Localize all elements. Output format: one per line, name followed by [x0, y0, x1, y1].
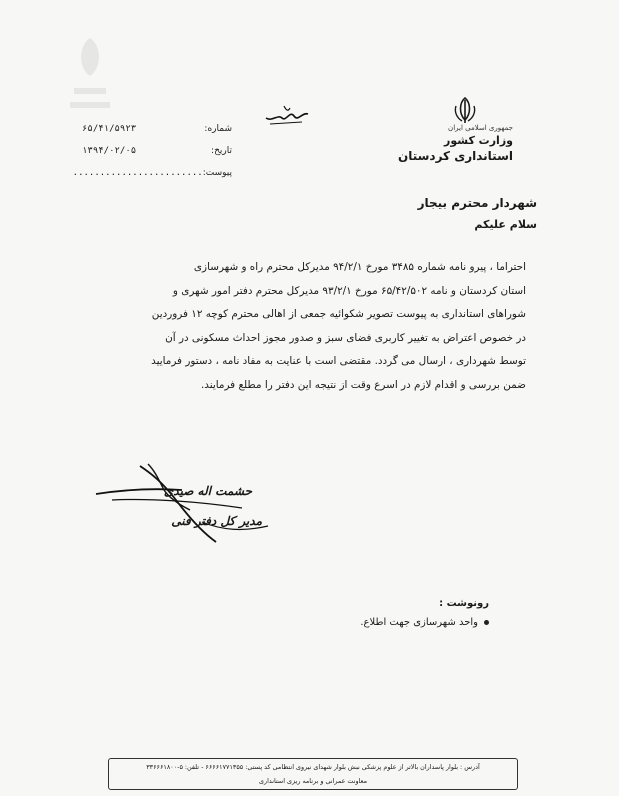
number-label: شماره: [204, 124, 232, 134]
date-label: تاریخ: [211, 146, 232, 156]
footer-address-box [108, 758, 518, 790]
cc-label: رونوشت : [439, 598, 489, 609]
cc-section [289, 598, 489, 628]
province-name: استانداری کردستان [397, 149, 513, 163]
meta-number-row [82, 118, 232, 140]
cc-item-text: واحد شهرسازی جهت اطلاع. [360, 617, 478, 628]
faded-emblem-watermark-icon [60, 28, 120, 118]
meta-attachment-row [72, 162, 232, 184]
attachment-label: پیوست: [202, 168, 232, 178]
body-line: احتراما ، پیرو نامه شماره ۳۴۸۵ مورخ ۹۴/۲/۱ مدیرکل محترم راه و شهرسازی [193, 261, 526, 273]
greeting: سلام علیکم [474, 218, 537, 231]
cc-item [289, 617, 489, 628]
date-value: ۱۳۹۴/۰۲/۰۵ [82, 146, 137, 156]
letter-meta [72, 118, 232, 184]
ministry-name: وزارت کشور [444, 134, 513, 147]
body-line: شوراهای استانداری به پیوست تصویر شکوائیه جمعی از اهالی محترم کوچه ۱۲ فروردین [151, 308, 526, 320]
footer-address: آدرس : بلوار پاسداران بالاتر از علوم پزشکی نبش بلوار شهدای نیروی انتظامی کد پستی: ۶۶۶۶۱۷۷۱۳۵۵ - تلفن: ۵-۳۳۶۶۶۱۸۰۰ [146, 763, 480, 771]
gov-subtitle: جمهوری اسلامی ایران [448, 124, 513, 132]
body-line: توسط شهرداری ، ارسال می گردد. مقتضی است با عنایت به مفاد نامه ، دستور فرمایید [151, 355, 526, 367]
salutation [237, 196, 537, 231]
number-value: ۶۵/۴۱/۵۹۲۳ [82, 124, 137, 134]
signer-title: مدیر کل دفتر فنی [171, 514, 262, 528]
bullet-icon [484, 620, 489, 625]
signer-name: حشمت اله صیدی [163, 484, 252, 498]
signature-block [92, 460, 282, 550]
body-line: در خصوص اعتراض به تغییر کاربری فضای سبز و صدور مجوز احداث مسکونی در آن [165, 331, 526, 344]
letterhead [313, 124, 513, 163]
attachment-value: ........................ [72, 168, 203, 178]
letter-body [88, 256, 526, 397]
meta-date-row [82, 140, 232, 162]
footer-department: معاونت عمرانی و برنامه ریزی استانداری [258, 777, 368, 785]
recipient: شهردار محترم بیجار [417, 196, 537, 210]
handwritten-signature-icon [92, 460, 282, 550]
iran-emblem-icon [452, 96, 478, 126]
body-line: ضمن بررسی و اقدام لازم در اسرع وقت از نتیجه این دفتر را مطلع فرمایند. [200, 378, 526, 391]
handwritten-bismillah-icon [262, 100, 312, 128]
body-line: استان کردستان و نامه ۶۵/۴۲/۵۰۲ مورخ ۹۳/۲/۱ مدیرکل محترم دفتر امور شهری و [172, 284, 526, 297]
